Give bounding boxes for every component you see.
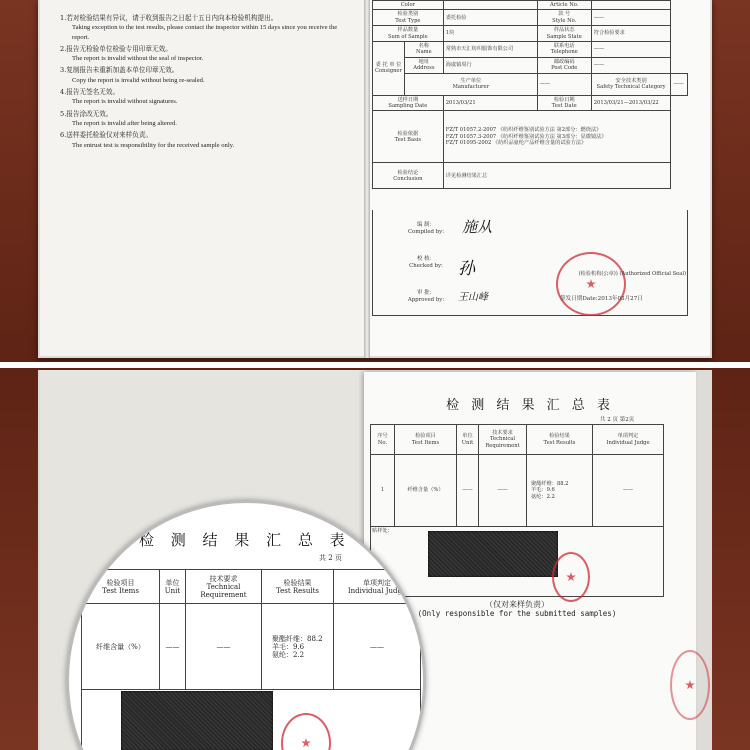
mag-header-items-en: Test Items <box>102 586 139 595</box>
row-no: 1 <box>371 455 395 527</box>
magnifier-content <box>69 503 426 750</box>
note-cn: 4.报告无签名无效。 <box>60 88 120 97</box>
mag-header-results-cn: 检验结果 <box>283 578 312 587</box>
mag-header-req-en: Technical Requirement <box>200 582 247 599</box>
header-no-en: No. <box>377 439 388 446</box>
basis-en: Test Basis <box>394 136 422 143</box>
mag-row-item: 纤维含量（%） <box>82 604 160 690</box>
addr-en: Address <box>413 65 435 72</box>
note-cn: 5.报告涂改无效。 <box>60 109 113 118</box>
style-value: —— <box>591 10 671 26</box>
issue-date: 签发日期Date:2013年03月27日 <box>560 296 643 302</box>
article-label: Article No. <box>549 2 579 8</box>
inspection-seal-bottom <box>552 552 590 602</box>
edge-seal <box>670 650 710 720</box>
report-info-table <box>372 0 688 189</box>
tdate-cn: 检验日期 <box>553 96 575 103</box>
mfr-en: Manufacturer <box>452 84 490 91</box>
attach-label: 贴样处: <box>372 528 390 534</box>
mag-header-items-cn: 检验项目 <box>106 578 135 587</box>
tel-value: —— <box>591 42 671 58</box>
mag-header-req-cn: 技术要求 <box>209 574 238 583</box>
section-separator <box>0 362 750 368</box>
note-cn: 6.送样委托检验仅对来样负责。 <box>60 131 153 140</box>
header-items-cn: 检验项目 <box>415 433 436 440</box>
header-items-en: Test Items <box>411 439 440 446</box>
signature-compiler: 施从 <box>462 218 493 236</box>
responsibility-cn: （仅对来样负责） <box>485 600 549 609</box>
row-unit: —— <box>457 455 479 527</box>
row-judge: —— <box>593 455 664 527</box>
summary-title: 检 测 结 果 汇 总 表 <box>446 398 614 413</box>
basis-cn: 检验依据 <box>397 130 419 137</box>
conclusion-en: Conclusion <box>393 175 423 182</box>
name-value: 常熟市天汇纺织服饰有限公司 <box>443 42 537 58</box>
header-unit-cn: 单位 <box>462 433 473 440</box>
mag-header-judge-cn: 单项判定 <box>363 578 391 587</box>
booklet-spine <box>364 0 370 358</box>
post-en: Post Code <box>551 65 578 72</box>
header-results-en: Test Results <box>543 439 576 446</box>
seal-caption: (检验机构(公章)) (Authorized Official Seal) <box>578 271 686 277</box>
mfr-value: —— <box>537 73 591 95</box>
note-en: The report is invalid after being altered. <box>72 119 177 127</box>
post-value: —— <box>591 57 671 73</box>
tdate-value: 2013/03/21—2013/03/22 <box>591 95 671 111</box>
note-cn: 3.复制报告未重新加盖本单位印章无效。 <box>60 66 179 75</box>
mag-result-line: 氨纶：2.2 <box>272 650 305 659</box>
conclusion-value: 详见检测结果汇总 <box>443 163 671 189</box>
header-judge-cn: 单项判定 <box>617 433 639 440</box>
row-results <box>527 455 593 527</box>
basis-line: FZ/T 01095-2002 《纺织品氨纶产品纤维含量的试验方法》 <box>445 140 587 147</box>
note-en: The entrust test is responsibility for the received sample only. <box>72 141 235 149</box>
mag-header-unit-cn: 单位 <box>165 578 180 587</box>
mag-row-results <box>262 604 334 690</box>
style-en: Style No. <box>552 17 577 24</box>
approved-cn: 审 批： <box>417 290 435 296</box>
fabric-sample <box>428 531 558 577</box>
send-en: Sampling Date <box>388 103 428 110</box>
mag-row-judge: —— <box>334 604 421 690</box>
result-line: 聚酯纤维：88.2 <box>531 481 569 488</box>
header-unit-en: Unit <box>461 439 474 446</box>
tdate-en: Test Date <box>551 103 577 110</box>
checked-cn: 校 核： <box>417 256 435 262</box>
state-en: Sample State <box>546 33 582 40</box>
state-cn: 样品状态 <box>553 27 575 34</box>
mag-row-unit: —— <box>160 604 186 690</box>
compiled-en: Compiled by: <box>407 229 445 235</box>
addr-value: 海虞镇周行 <box>443 57 537 73</box>
note-en: Taking exception to the test results, please contact the inspector within 15 days since you receive the report. <box>72 24 338 41</box>
note-cn: 2.报告无检验单位检验专用印章无效。 <box>60 44 172 53</box>
magnified-title: 检 测 结 果 汇 总 表 <box>139 531 351 549</box>
name-cn: 名称 <box>418 43 430 50</box>
header-no-cn: 序号 <box>377 433 388 440</box>
note-en: The report is invalid without signatures. <box>72 98 178 106</box>
compiled-cn: 编 制： <box>417 222 435 228</box>
mag-header-judge-en: Individual Judge <box>347 586 407 595</box>
summary-page-number: 共 2 页 第2页 <box>600 417 635 423</box>
mfr-cn: 生产单位 <box>460 77 482 84</box>
signature-checker: 孙 <box>458 259 475 279</box>
row-item: 纤维含量（%） <box>395 455 457 527</box>
note-en: Copy the report is invalid without being re-sealed. <box>72 76 205 84</box>
safety-en: Safety Technical Category <box>596 84 666 91</box>
consignor-cn: 委 托 单 位 <box>375 61 402 68</box>
safety-value: —— <box>671 73 688 95</box>
magnified-page-number: 共 2 页 <box>319 554 342 562</box>
inspection-seal-top <box>556 252 626 316</box>
note-en: The report is invalid without the seal of inspector. <box>72 55 204 63</box>
test-type-value: 委托检验 <box>443 10 537 26</box>
mag-result-line: 聚酯纤维：88.2 <box>272 634 323 643</box>
approved-en: Approved by: <box>407 297 445 303</box>
post-cn: 邮政编码 <box>553 58 575 65</box>
consignor-en: Consigner <box>375 68 402 75</box>
mag-header-unit-en: Unit <box>164 586 181 595</box>
note-cn: 1.若对检验结果有异议，请于收到报告之日起十五日内向本检验机构提出。 <box>60 14 278 22</box>
send-cn: 送样日期 <box>397 96 419 103</box>
sum-en: Sum of Sample <box>387 33 428 40</box>
magnifier-circle <box>66 500 426 750</box>
header-judge-en: Individual Judge <box>606 439 650 446</box>
result-line: 羊毛：9.6 <box>531 487 555 494</box>
basis-values <box>443 111 671 163</box>
sum-cn: 样品数量 <box>397 27 419 34</box>
tel-cn: 联系电话 <box>553 43 575 50</box>
result-line: 氨纶：2.2 <box>531 493 555 500</box>
addr-cn: 地址 <box>418 58 430 65</box>
basis-line: FZ/T 01057.3-2007 《纺织纤维鉴别试验方法 第3部分：显微镜法》 <box>445 133 607 140</box>
safety-cn: 安全技术类别 <box>615 77 647 84</box>
signature-approver: 王山峰 <box>458 292 488 303</box>
test-type-cn: 检验类别 <box>397 11 419 18</box>
mag-row-req: —— <box>186 604 262 690</box>
tel-en: Telephone <box>550 49 578 56</box>
mag-header-results-en: Test Results <box>275 586 320 595</box>
header-results-cn: 检验结果 <box>549 433 570 440</box>
send-value: 2013/03/21 <box>443 95 537 111</box>
state-value: 符合检验要求 <box>591 26 671 42</box>
basis-line: FZ/T 01057.2-2007 《纺织纤维鉴别试验方法 第2部分：燃烧法》 <box>445 127 602 134</box>
checked-en: Checked by: <box>409 263 443 269</box>
style-cn: 款 号 <box>558 11 571 18</box>
name-en: Name <box>416 49 432 56</box>
header-req-en: Technical Requirement <box>485 436 520 449</box>
responsibility-en: (Only responsible for the submitted samples) <box>417 609 617 618</box>
sum-value: 1块 <box>443 26 537 42</box>
magnified-fabric-sample <box>121 691 273 750</box>
notes-list <box>60 14 350 153</box>
test-type-en: Test Type <box>395 17 421 24</box>
mag-result-line: 羊毛：9.6 <box>272 642 305 651</box>
header-req-cn: 技术要求 <box>492 430 513 437</box>
row-req: —— <box>479 455 527 527</box>
conclusion-cn: 检验结论 <box>397 169 419 176</box>
color-label: Color <box>400 2 416 8</box>
